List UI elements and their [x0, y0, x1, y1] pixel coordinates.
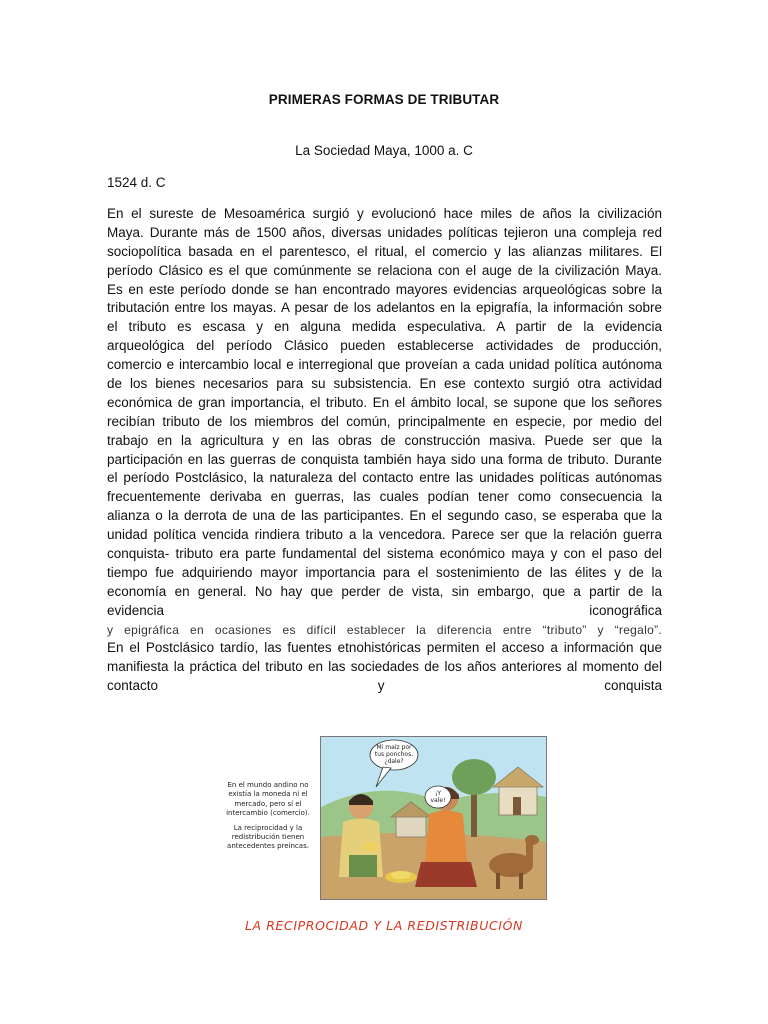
text-line: económica de gran importancia, el tributo. En el ámbito local, se supone que los señores [107, 394, 662, 410]
text-line: En el Postclásico tardío, las fuentes etnohistóricas permiten el acceso a información que [107, 640, 662, 656]
bubble-line: ¡Y [434, 790, 442, 797]
speech-bubble [425, 786, 451, 808]
document-subtitle: La Sociedad Maya, 1000 a. C [295, 143, 473, 158]
text-line: recibían tributo de los miembros del común, principalmente en especie, por medio del [107, 413, 662, 429]
text-line: Maya. Durante más de 1500 años, diversas unidades políticas tejieron una compleja red [107, 224, 662, 240]
text-line: participación en las guerras de conquista también haya sido una forma de tributo. Durante [107, 451, 662, 467]
text-line: conquista- tributo era parte fundamental del sistema económico maya y con el paso del [107, 546, 662, 562]
bubble-line: Mi maíz por [376, 744, 412, 751]
text-line: período Clásico es el que comúnmente se relaciona con el auge de la civilización Maya. [107, 262, 662, 278]
text-line: el período Postclásico, la naturaleza del contacto entre las unidades políticas autónomas [107, 470, 662, 486]
comic-illustration [320, 736, 547, 900]
illustration-caption: LA RECIPROCIDAD Y LA REDISTRIBUCIÓN [244, 918, 523, 933]
text-line: Es en este período donde se han encontrado mayores evidencias arqueológicas sobre la [107, 281, 662, 297]
text-line: manifiesta la práctica del tributo en las sociedades de los años anteriores al momento del [107, 659, 662, 675]
text-line: En el sureste de Mesoamérica surgió y evolucionó hace miles de años la civilización [107, 206, 662, 221]
text-line: sociopolítica basada en el parentesco, el ritual, el comercio y las alianzas militares. El [107, 243, 662, 259]
text-line: alianza o la derrota de una de las participantes. En el segundo caso, se esperaba que la [107, 508, 662, 524]
bubble-line: ¿dale? [384, 758, 404, 765]
text-line: y epigráfica en ocasiones es difícil establecer la diferencia entre “tributo” y “regalo”. [107, 622, 662, 637]
text-line: frecuentemente derivaba en guerras, las cuales podían tener como consecuencia la [107, 489, 662, 505]
text-line: economía en general. No hay que perder de vista, sin embargo, que a partir de la [107, 583, 662, 599]
side-note-text: En el mundo andino no existía la moneda ni el mercado, pero sí el intercambio (comercio). [226, 781, 310, 818]
text-line: evidencia iconográfica [107, 602, 662, 618]
text-line: contacto y conquista [107, 678, 662, 694]
date-line: 1524 d. C [107, 175, 166, 190]
text-line: unidad política vencida rindiera tributo a la vencedora. Parece ser que la relación guerra [107, 527, 662, 543]
text-line: trabajo en la agricultura y en las obras de construcción masiva. Puede ser que la [107, 432, 662, 448]
comic-scene [321, 737, 546, 899]
text-line: tiempo fue adquiriendo mayor importancia para el sostenimiento de las élites y de la [107, 564, 662, 580]
illustration-side-note [224, 781, 312, 857]
body-paragraph [107, 205, 662, 696]
bubble-line: vale! [430, 797, 446, 804]
document-title: PRIMERAS FORMAS DE TRIBUTAR [268, 92, 500, 107]
text-line: comercio e intercambio local e interregional que proveían a cada unidad política autónoma [107, 357, 662, 373]
text-line: tributación entre los mayas. A pesar de los adelantos en la epigrafía, la información sobre [107, 300, 662, 316]
side-note-text: La reciprocidad y la redistribución tienen antecedentes preincas. [227, 823, 309, 851]
text-line: de los bienes necesarios para su subsistencia. En ese contexto surgió otra actividad [107, 376, 662, 392]
text-line: el tributo es escasa y en alguna medida especulativa. A partir de la evidencia [107, 319, 662, 335]
bubble-line: tus ponchos, [374, 751, 414, 758]
text-line: arqueológica del período Clásico pueden establecerse actividades de producción, [107, 338, 662, 354]
